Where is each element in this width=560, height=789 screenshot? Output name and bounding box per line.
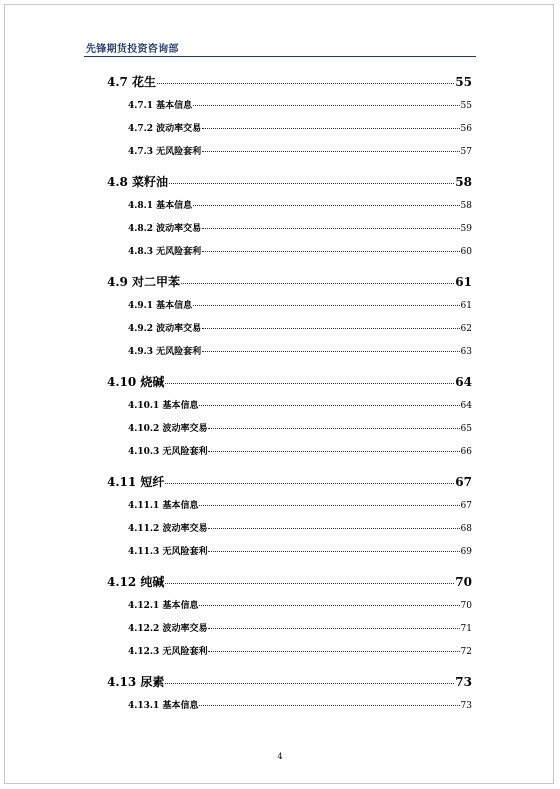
toc-entry-label: 4.12.2 波动率交易	[128, 624, 208, 634]
toc-subsection-entry[interactable]	[107, 541, 472, 564]
toc-entry-label: 4.10 烧碱	[107, 375, 165, 389]
toc-subsection-entry[interactable]	[107, 241, 472, 264]
toc-entry-page: 70	[455, 575, 472, 589]
toc-section	[107, 170, 472, 264]
toc-entry-page: 62	[460, 324, 472, 334]
toc-entry-page: 67	[455, 475, 472, 489]
toc-subsection-entry[interactable]	[107, 395, 472, 418]
toc-entry-label: 4.11.2 波动率交易	[128, 524, 208, 534]
toc-subsection-entry[interactable]	[107, 341, 472, 364]
toc-section-heading[interactable]	[107, 70, 472, 95]
toc-entry-label: 4.7.2 波动率交易	[128, 124, 202, 134]
header-divider	[84, 56, 476, 57]
toc-entry-label: 4.13.1 基本信息	[128, 701, 199, 711]
dot-leader	[202, 351, 459, 352]
toc-entry-page: 70	[460, 601, 472, 611]
toc-entry-page: 73	[460, 701, 472, 711]
toc-section	[107, 470, 472, 564]
toc-entry-label: 4.8 菜籽油	[107, 175, 169, 189]
toc-subsection-entry[interactable]	[107, 495, 472, 518]
dot-leader	[193, 105, 459, 106]
toc-entry-label: 4.11.1 基本信息	[128, 501, 199, 511]
toc-section-heading[interactable]	[107, 570, 472, 595]
toc-section	[107, 270, 472, 364]
toc-entry-label: 4.7.1 基本信息	[128, 101, 193, 111]
toc-subsection-entry[interactable]	[107, 141, 472, 164]
toc-entry-page: 57	[460, 147, 472, 157]
toc-section	[107, 70, 472, 164]
dot-leader	[208, 451, 459, 452]
toc-entry-page: 65	[460, 424, 472, 434]
toc-entry-label: 4.9.3 无风险套利	[128, 347, 202, 357]
toc-entry-label: 4.9 对二甲苯	[107, 275, 181, 289]
dot-leader	[199, 605, 459, 606]
toc-subsection-entry[interactable]	[107, 118, 472, 141]
toc-entry-label: 4.13 尿素	[107, 675, 165, 689]
toc-entry-label: 4.12 纯碱	[107, 575, 165, 589]
toc-entry-page: 66	[460, 447, 472, 457]
dot-leader	[208, 628, 459, 629]
toc-entry-page: 71	[460, 624, 472, 634]
toc-entry-page: 73	[455, 675, 472, 689]
toc-entry-page: 55	[460, 101, 472, 111]
dot-leader	[199, 505, 459, 506]
toc-entry-label: 4.12.3 无风险套利	[128, 647, 208, 657]
toc-subsection-entry[interactable]	[107, 95, 472, 118]
toc-entry-page: 61	[455, 275, 472, 289]
toc-entry-label: 4.12.1 基本信息	[128, 601, 199, 611]
toc-subsection-entry[interactable]	[107, 518, 472, 541]
dot-leader	[202, 228, 459, 229]
toc-entry-label: 4.11.3 无风险套利	[128, 547, 208, 557]
toc-entry-page: 67	[460, 501, 472, 511]
dot-leader	[202, 151, 459, 152]
toc-entry-label: 4.10.2 波动率交易	[128, 424, 208, 434]
dot-leader	[165, 483, 454, 484]
dot-leader	[202, 128, 459, 129]
toc-subsection-entry[interactable]	[107, 595, 472, 618]
toc-entry-page: 63	[460, 347, 472, 357]
dot-leader	[208, 551, 459, 552]
dot-leader	[202, 251, 459, 252]
toc-entry-label: 4.8.1 基本信息	[128, 201, 193, 211]
toc-entry-label: 4.10.3 无风险套利	[128, 447, 208, 457]
dot-leader	[165, 683, 454, 684]
toc-subsection-entry[interactable]	[107, 218, 472, 241]
toc-entry-label: 4.8.3 无风险套利	[128, 247, 202, 257]
toc-entry-label: 4.10.1 基本信息	[128, 401, 199, 411]
dot-leader	[208, 428, 459, 429]
dot-leader	[193, 205, 459, 206]
toc-subsection-entry[interactable]	[107, 195, 472, 218]
toc-section-heading[interactable]	[107, 470, 472, 495]
dot-leader	[208, 651, 459, 652]
dot-leader	[199, 705, 459, 706]
toc-entry-label: 4.9.2 波动率交易	[128, 324, 202, 334]
toc-section	[107, 370, 472, 464]
toc-subsection-entry[interactable]	[107, 641, 472, 664]
dot-leader	[165, 583, 454, 584]
toc-section-heading[interactable]	[107, 270, 472, 295]
toc-entry-label: 4.8.2 波动率交易	[128, 224, 202, 234]
toc-section	[107, 670, 472, 718]
toc-section-heading[interactable]	[107, 170, 472, 195]
toc-entry-page: 55	[455, 75, 472, 89]
page-header-title: 先锋期货投资咨询部	[86, 44, 179, 55]
toc-entry-page: 59	[460, 224, 472, 234]
toc-section	[107, 570, 472, 664]
dot-leader	[208, 528, 459, 529]
page-number: 4	[277, 752, 283, 761]
toc-section-heading[interactable]	[107, 370, 472, 395]
toc-entry-label: 4.7 花生	[107, 75, 157, 89]
toc-entry-label: 4.7.3 无风险套利	[128, 147, 202, 157]
dot-leader	[199, 405, 459, 406]
toc-entry-page: 58	[460, 201, 472, 211]
toc-subsection-entry[interactable]	[107, 618, 472, 641]
toc-subsection-entry[interactable]	[107, 441, 472, 464]
toc-entry-label: 4.9.1 基本信息	[128, 301, 193, 311]
dot-leader	[193, 305, 459, 306]
dot-leader	[165, 383, 454, 384]
dot-leader	[157, 83, 454, 84]
toc-entry-page: 58	[455, 175, 472, 189]
toc-entry-page: 68	[460, 524, 472, 534]
dot-leader	[181, 283, 454, 284]
toc-entry-page: 64	[455, 375, 472, 389]
toc-entry-page: 61	[460, 301, 472, 311]
toc-entry-page: 72	[460, 647, 472, 657]
dot-leader	[169, 183, 454, 184]
toc-subsection-entry[interactable]	[107, 695, 472, 718]
toc-entry-page: 60	[460, 247, 472, 257]
toc-entry-label: 4.11 短纤	[107, 475, 165, 489]
toc-entry-page: 64	[460, 401, 472, 411]
toc-section-heading[interactable]	[107, 670, 472, 695]
table-of-contents	[107, 70, 472, 718]
toc-entry-page: 56	[460, 124, 472, 134]
toc-subsection-entry[interactable]	[107, 418, 472, 441]
toc-subsection-entry[interactable]	[107, 318, 472, 341]
toc-subsection-entry[interactable]	[107, 295, 472, 318]
dot-leader	[202, 328, 459, 329]
toc-entry-page: 69	[460, 547, 472, 557]
